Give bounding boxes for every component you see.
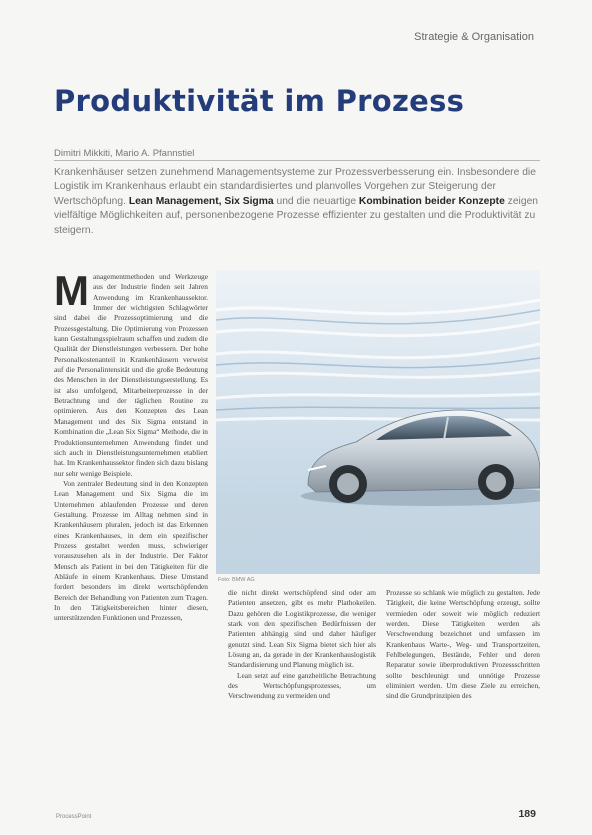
lead-keyword-six-sigma: Six Sigma xyxy=(224,195,274,207)
body-paragraph xyxy=(54,272,208,479)
divider xyxy=(54,160,540,161)
authors: Dimitri Mikkiti, Mario A. Pfannstiel xyxy=(54,148,195,159)
body-column-1 xyxy=(54,272,208,802)
page-title: Produktivität im Prozess xyxy=(54,84,465,118)
drop-cap: M xyxy=(54,272,89,314)
lead-text-3: zeigen vielfältige Möglichkeiten auf, personenbezogene Prozesse effizienter zu gestalten und die Produktivität zu steigern. xyxy=(54,195,539,236)
lead-paragraph xyxy=(54,166,540,238)
lead-text-2: und die neuartige xyxy=(273,195,359,207)
lead-text-1: Krankenhäuser setzen zunehmend Managementsysteme zur Prozessverbesserung ein. Insbesondere die Logistik im Krankenhaus erlaubt ein standardisiertes und planvolles Vorgehen zur Steigerung der Wertschöpfung. xyxy=(54,167,536,207)
body-paragraph: Lean setzt auf eine ganzheitliche Betrachtung des Wertschöpfungsprozesses, um Verschwendung zu vermeiden und xyxy=(228,670,376,701)
lead-keyword-combination: Kombination beider Konzepte xyxy=(358,195,505,207)
body-paragraph: Prozesse so schlank wie möglich zu gestalten. Jede Tätigkeit, die keine Wertschöpfung erzeugt, sollte vermieden oder soweit wie möglich reduziert werden. Diese Tätigkeiten werden als Verschwendung bezeichnet und umfassen im Krankenhaus Warte-, Weg- und Transportzeiten, Fehlbelegungen, Bestände, Fehler und deren Reparatur sowie überproduktiven Prozessschritten sollte beschleunigt und unnötige Prozesse eliminiert werden. Um diese Ziele zu erreichen, sind die Grundprinzipien des xyxy=(386,588,540,701)
body-paragraph: Von zentraler Bedeutung sind in den Konzepten Lean Management und Six Sigma die im Unternehmen ablaufenden Prozesse und deren Gestaltung. Prozesse im Alltag nehmen sind in Krankenhäusern pluralen, jedoch ist das Erkennen eines Krankenhauses, in dem ein spezifischer Prozess gestaltet werden muss, schwieriger vorauszusehen als in der Industrie. Der Faktor Mensch als Patient in bei den Tätigkeiten für die Abläufe in einem Krankenhaus. Diese Umstand fordert besonders im direkt wertschöpfenden Bereich der Behandlung von Patienten zum Tragen. In den Tätigkeitsbereichen hinter diesen, unterstützenden Funktionen und Prozessen, xyxy=(54,478,208,623)
paragraph-text: anagementmethoden und Werkzeuge aus der Industrie finden seit Jahren Anwendung im Krankenhaussektor. Immer der wichtigsten Schlagwörter sind dabei die Prozessoptimierung und die Prozessgestaltung. Die Optimierung von Prozessen kann Gestaltungsspielraum schaffen und zudem die Qualität der Dienstleistungen verbessern. Der hohe Personalkostenanteil in Krankenhäusern verweist auf die Personalintensität und die große Bedeutung des Menschen in der Dienstleistungserstellung. Es ist also umfolgend, Mitarbeiterprozesse in der Betrachtung und der täglichen Routine zu optimieren. Aus den Konzepten des Lean Management und des Six Sigma entstand in Kombination die „Lean Six Sigma“ Methode, die in Produktionsunternehmen Anwendung findet und sich auch in Dienstleistungsunternehmen etabliert hat. Im Krankenhaussektor finden sich dazu bislang nur sehr wenige Beispiele. xyxy=(54,272,208,478)
car-photo xyxy=(216,270,540,574)
lead-keyword-separator: , xyxy=(218,195,225,207)
photo-caption: Foto: BMW AG xyxy=(218,577,255,583)
body-column-2 xyxy=(228,588,376,800)
page-number: 189 xyxy=(518,808,536,820)
section-label: Strategie & Organisation xyxy=(414,31,534,43)
footer-publication: ProcessPoint xyxy=(56,814,92,820)
body-paragraph: die nicht direkt wertschöpfend sind oder am Patienten ansetzen, gibt es mehr Plathokeilen. Dazu gehören die Logistikprozesse, die weniger stark von den spezifischen Bedürfnissen der Patienten abhängig sind und daher häufiger genutzt sind. Lean Six Sigma bietet sich hier als Lösung an, da gerade in der Krankenhauslogistik Standardisierung und Planung möglich ist. xyxy=(228,588,376,670)
lead-keyword-lean: Lean Management xyxy=(128,195,219,207)
body-column-3 xyxy=(386,588,540,800)
